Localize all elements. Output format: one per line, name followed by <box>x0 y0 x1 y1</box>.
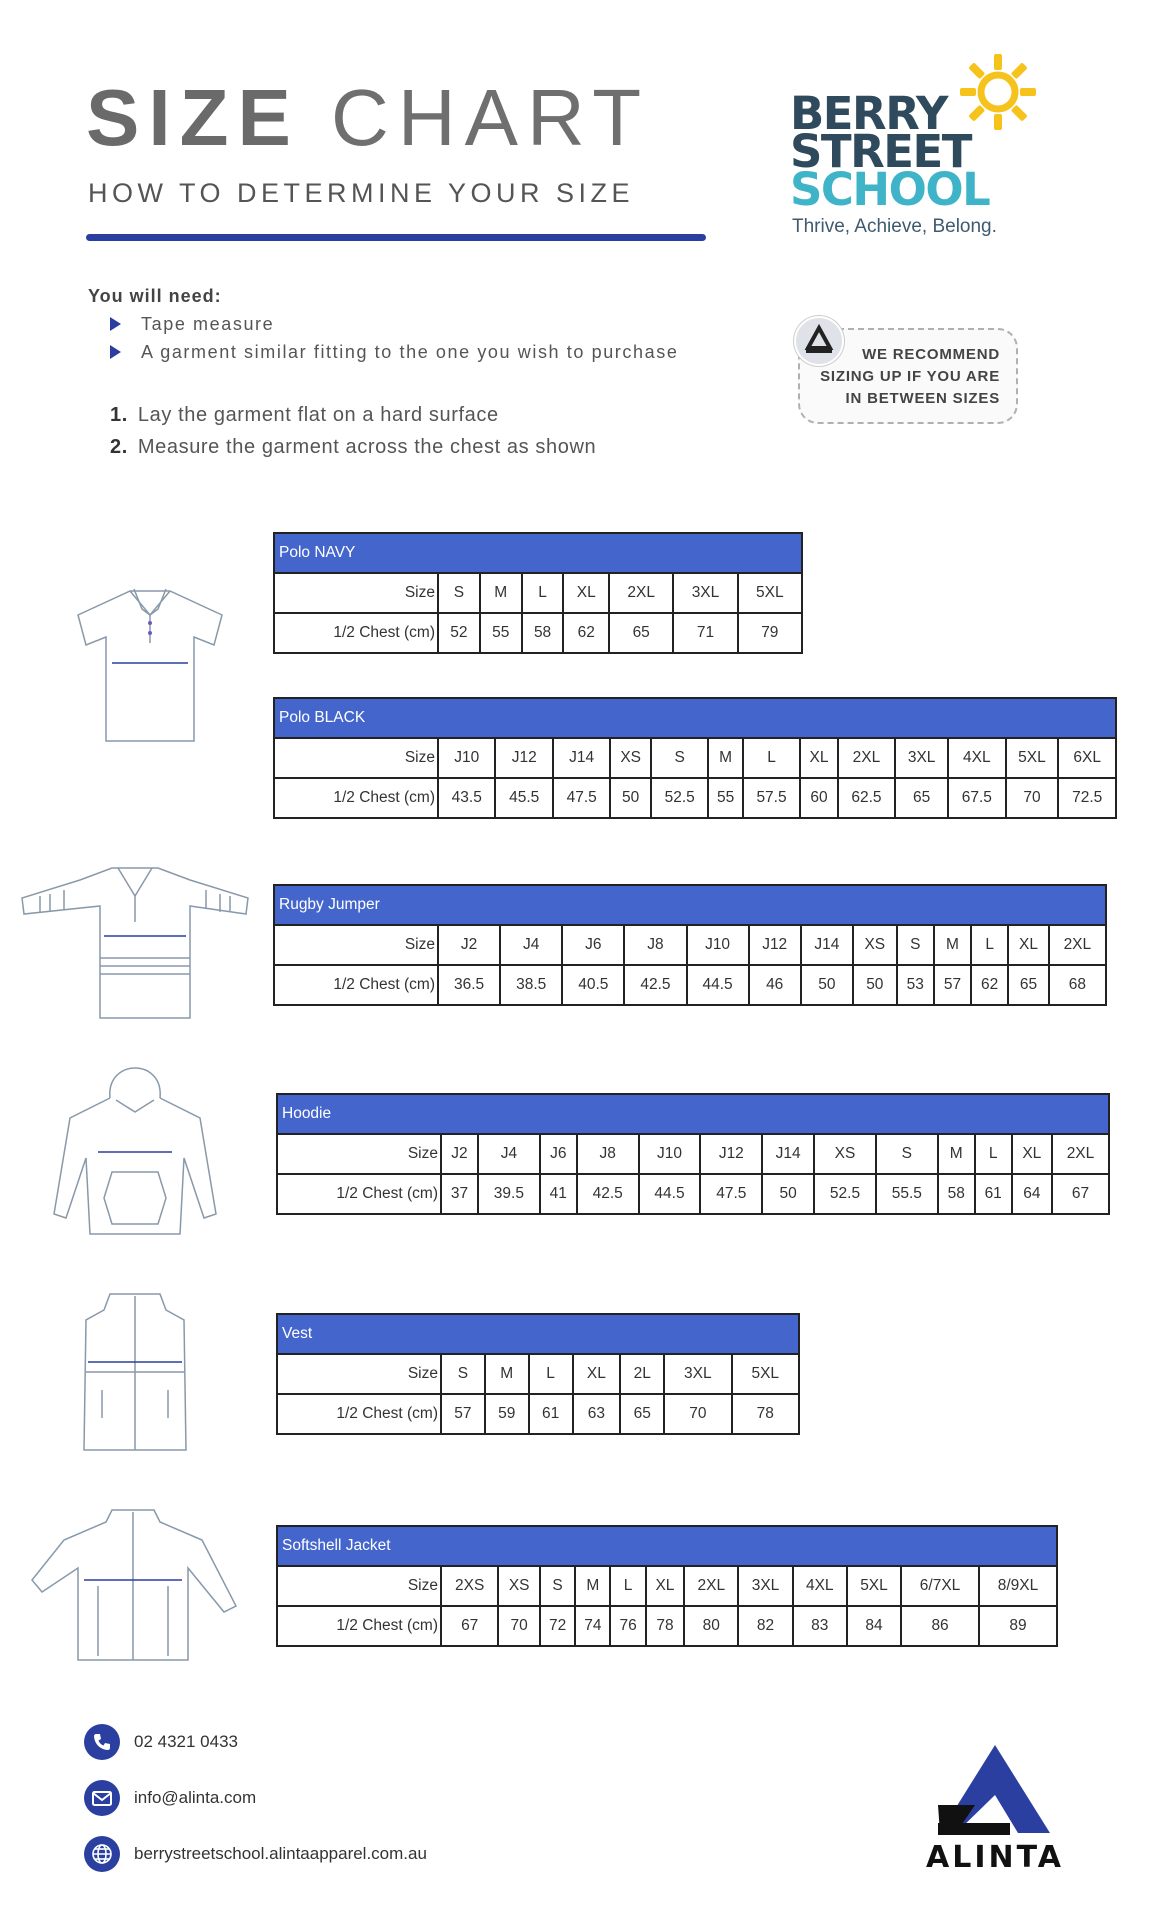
chest-cell: 62.5 <box>838 778 895 818</box>
chest-cell: 39.5 <box>478 1174 540 1214</box>
chest-cell: 76 <box>610 1606 645 1646</box>
table-title-row <box>277 1094 1109 1134</box>
size-row <box>277 1134 1109 1174</box>
size-row-label: Size <box>274 925 438 965</box>
recommend-badge <box>798 328 1018 424</box>
size-row-label: Size <box>277 1134 441 1174</box>
size-cell: 3XL <box>673 573 737 613</box>
size-cell: J4 <box>478 1134 540 1174</box>
chest-row <box>277 1394 799 1434</box>
table-title-row <box>274 533 802 573</box>
table-title-row <box>274 885 1106 925</box>
chest-cell: 50 <box>610 778 651 818</box>
size-row <box>277 1566 1057 1606</box>
chest-cell: 61 <box>975 1174 1012 1214</box>
needs-heading: You will need: <box>88 286 222 306</box>
size-table-hoodie <box>276 1093 1110 1215</box>
alinta-logo <box>900 1745 1090 1870</box>
size-cell: XL <box>1012 1134 1052 1174</box>
size-cell: 3XL <box>738 1566 792 1606</box>
chest-cell: 68 <box>1049 965 1106 1005</box>
chest-row-label: 1/2 Chest (cm) <box>277 1606 441 1646</box>
chest-cell: 60 <box>800 778 837 818</box>
chest-cell: 58 <box>522 613 564 653</box>
size-table-softshell-jacket <box>276 1525 1058 1647</box>
chest-cell: 67 <box>1052 1174 1109 1214</box>
size-cell: 2XS <box>441 1566 498 1606</box>
size-cell: XL <box>563 573 609 613</box>
size-cell: L <box>522 573 564 613</box>
rugby-jumper-icon <box>20 862 250 1022</box>
arrow-bullet-icon <box>110 345 121 359</box>
size-cell: J12 <box>700 1134 762 1174</box>
table-title: Softshell Jacket <box>277 1526 1057 1566</box>
size-cell: J10 <box>639 1134 701 1174</box>
chest-cell: 72 <box>540 1606 575 1646</box>
chest-cell: 47.5 <box>553 778 610 818</box>
chest-cell: 67.5 <box>948 778 1005 818</box>
size-cell: L <box>971 925 1008 965</box>
chest-row <box>274 965 1106 1005</box>
chest-cell: 65 <box>1008 965 1048 1005</box>
chest-cell: 42.5 <box>624 965 686 1005</box>
size-cell: M <box>575 1566 610 1606</box>
need-item: Tape measure <box>110 314 274 335</box>
size-cell: L <box>610 1566 645 1606</box>
polo-shirt-icon <box>72 585 228 745</box>
size-cell: XL <box>646 1566 684 1606</box>
size-row <box>277 1354 799 1394</box>
size-cell: S <box>651 738 708 778</box>
chest-cell: 82 <box>738 1606 792 1646</box>
table-title: Rugby Jumper <box>274 885 1106 925</box>
chest-cell: 45.5 <box>495 778 552 818</box>
chest-cell: 80 <box>684 1606 738 1646</box>
size-cell: XS <box>498 1566 540 1606</box>
logo-word-street: STREET <box>790 125 971 178</box>
size-cell: 6/7XL <box>901 1566 979 1606</box>
chest-cell: 83 <box>793 1606 847 1646</box>
size-cell: L <box>529 1354 573 1394</box>
chest-cell: 57 <box>441 1394 485 1434</box>
size-cell: M <box>934 925 971 965</box>
size-table-rugby-jumper <box>273 884 1107 1006</box>
size-cell: XS <box>853 925 897 965</box>
chest-cell: 84 <box>847 1606 901 1646</box>
chest-cell: 52.5 <box>814 1174 876 1214</box>
chest-cell: 42.5 <box>577 1174 639 1214</box>
chest-row-label: 1/2 Chest (cm) <box>274 778 438 818</box>
page-title: SIZE CHART <box>86 73 651 162</box>
size-cell: 6XL <box>1058 738 1116 778</box>
size-row <box>274 738 1116 778</box>
step-1: 1. Lay the garment flat on a hard surface <box>110 404 499 426</box>
table-title: Vest <box>277 1314 799 1354</box>
size-cell: 2XL <box>838 738 895 778</box>
size-cell: 2XL <box>684 1566 738 1606</box>
size-cell: J8 <box>624 925 686 965</box>
logo-word-school: SCHOOL <box>790 163 990 216</box>
page-subtitle: HOW TO DETERMINE YOUR SIZE <box>88 178 635 208</box>
size-cell: 4XL <box>948 738 1005 778</box>
size-cell: 8/9XL <box>979 1566 1057 1606</box>
size-cell: M <box>485 1354 529 1394</box>
logo-word-berry: BERRY <box>790 87 947 140</box>
size-cell: 5XL <box>1006 738 1059 778</box>
size-cell: 5XL <box>732 1354 799 1394</box>
size-cell: J2 <box>441 1134 478 1174</box>
chest-row <box>274 613 802 653</box>
vest-icon <box>80 1290 190 1456</box>
size-table-polo-navy <box>273 532 803 654</box>
size-cell: J14 <box>762 1134 814 1174</box>
size-row-label: Size <box>277 1354 441 1394</box>
chest-cell: 40.5 <box>562 965 624 1005</box>
size-cell: XL <box>573 1354 621 1394</box>
chest-cell: 65 <box>895 778 948 818</box>
chest-cell: 37 <box>441 1174 478 1214</box>
arrow-bullet-icon <box>110 317 121 331</box>
chest-cell: 50 <box>853 965 897 1005</box>
chest-cell: 46 <box>749 965 801 1005</box>
chest-cell: 55 <box>480 613 522 653</box>
size-cell: M <box>480 573 522 613</box>
badge-line: IN BETWEEN SIZES <box>845 390 1000 407</box>
size-cell: 5XL <box>847 1566 901 1606</box>
size-cell: J12 <box>495 738 552 778</box>
size-cell: 3XL <box>895 738 948 778</box>
logo-tagline: Thrive, Achieve, Belong. <box>792 216 997 237</box>
chest-cell: 62 <box>971 965 1008 1005</box>
table-title: Hoodie <box>277 1094 1109 1134</box>
table-title: Polo BLACK <box>274 698 1116 738</box>
chest-cell: 50 <box>762 1174 814 1214</box>
size-cell: J12 <box>749 925 801 965</box>
size-cell: S <box>438 573 480 613</box>
chest-row-label: 1/2 Chest (cm) <box>274 965 438 1005</box>
size-row <box>274 925 1106 965</box>
chest-cell: 78 <box>732 1394 799 1434</box>
contact-phone[interactable]: 02 4321 0433 <box>84 1724 238 1760</box>
chest-cell: 43.5 <box>438 778 495 818</box>
step-2: 2. Measure the garment across the chest as shown <box>110 436 597 458</box>
size-row <box>274 573 802 613</box>
mail-icon <box>84 1780 120 1816</box>
table-title-row <box>277 1526 1057 1566</box>
table-title-row <box>274 698 1116 738</box>
size-cell: L <box>743 738 800 778</box>
size-cell: 5XL <box>738 573 802 613</box>
globe-icon <box>84 1836 120 1872</box>
chest-row <box>277 1174 1109 1214</box>
chest-cell: 44.5 <box>687 965 749 1005</box>
sun-icon <box>958 52 1038 132</box>
size-cell: J2 <box>438 925 500 965</box>
chest-cell: 70 <box>498 1606 540 1646</box>
chest-cell: 65 <box>609 613 673 653</box>
size-cell: J8 <box>577 1134 639 1174</box>
chest-cell: 70 <box>664 1394 731 1434</box>
size-cell: XS <box>610 738 651 778</box>
chest-row-label: 1/2 Chest (cm) <box>277 1174 441 1214</box>
chest-cell: 64 <box>1012 1174 1052 1214</box>
chest-row-label: 1/2 Chest (cm) <box>277 1394 441 1434</box>
chest-cell: 65 <box>620 1394 664 1434</box>
size-cell: S <box>897 925 934 965</box>
size-cell: 2XL <box>1052 1134 1109 1174</box>
table-title: Polo NAVY <box>274 533 802 573</box>
chest-cell: 67 <box>441 1606 498 1646</box>
size-cell: J14 <box>801 925 853 965</box>
size-cell: L <box>975 1134 1012 1174</box>
contact-email[interactable]: info@alinta.com <box>84 1780 256 1816</box>
chest-cell: 61 <box>529 1394 573 1434</box>
chest-cell: 58 <box>938 1174 975 1214</box>
phone-icon <box>84 1724 120 1760</box>
chest-cell: 57.5 <box>743 778 800 818</box>
chest-row-label: 1/2 Chest (cm) <box>274 613 438 653</box>
chest-cell: 59 <box>485 1394 529 1434</box>
contact-website[interactable]: berrystreetschool.alintaapparel.com.au <box>84 1836 427 1872</box>
chest-cell: 52.5 <box>651 778 708 818</box>
chest-cell: 71 <box>673 613 737 653</box>
size-table-vest <box>276 1313 800 1435</box>
chest-cell: 36.5 <box>438 965 500 1005</box>
size-cell: J6 <box>540 1134 577 1174</box>
chest-cell: 63 <box>573 1394 621 1434</box>
chest-cell: 74 <box>575 1606 610 1646</box>
size-cell: 2XL <box>1049 925 1106 965</box>
size-cell: XS <box>814 1134 876 1174</box>
chest-cell: 47.5 <box>700 1174 762 1214</box>
size-cell: M <box>708 738 742 778</box>
hoodie-icon <box>50 1048 220 1238</box>
alinta-wordmark: ALINTA <box>926 1840 1064 1870</box>
softshell-jacket-icon <box>28 1506 238 1664</box>
chest-cell: 57 <box>934 965 971 1005</box>
berry-street-school-logo <box>790 52 1060 242</box>
size-cell: J10 <box>687 925 749 965</box>
badge-line: SIZING UP IF YOU ARE <box>820 368 1000 385</box>
size-cell: S <box>540 1566 575 1606</box>
chest-cell: 38.5 <box>500 965 562 1005</box>
chest-cell: 53 <box>897 965 934 1005</box>
size-cell: S <box>876 1134 938 1174</box>
chest-cell: 86 <box>901 1606 979 1646</box>
chest-cell: 79 <box>738 613 802 653</box>
chest-cell: 52 <box>438 613 480 653</box>
size-cell: 3XL <box>664 1354 731 1394</box>
chest-row <box>277 1606 1057 1646</box>
chest-cell: 50 <box>801 965 853 1005</box>
size-cell: J6 <box>562 925 624 965</box>
size-row-label: Size <box>277 1566 441 1606</box>
size-cell: 2XL <box>609 573 673 613</box>
chest-row <box>274 778 1116 818</box>
chest-cell: 62 <box>563 613 609 653</box>
chest-cell: 78 <box>646 1606 684 1646</box>
size-cell: M <box>938 1134 975 1174</box>
size-cell: XL <box>1008 925 1048 965</box>
chest-cell: 41 <box>540 1174 577 1214</box>
badge-line: WE RECOMMEND <box>862 346 1000 363</box>
size-row-label: Size <box>274 738 438 778</box>
size-cell: 4XL <box>793 1566 847 1606</box>
chest-cell: 89 <box>979 1606 1057 1646</box>
chest-cell: 70 <box>1006 778 1059 818</box>
size-cell: XL <box>800 738 837 778</box>
chest-cell: 55 <box>708 778 742 818</box>
size-cell: J4 <box>500 925 562 965</box>
need-item: A garment similar fitting to the one you wish to purchase <box>110 342 678 363</box>
table-title-row <box>277 1314 799 1354</box>
size-table-polo-black <box>273 697 1117 819</box>
size-cell: J10 <box>438 738 495 778</box>
title-underline <box>86 234 706 241</box>
size-cell: S <box>441 1354 485 1394</box>
chest-cell: 72.5 <box>1058 778 1116 818</box>
chest-cell: 55.5 <box>876 1174 938 1214</box>
chest-cell: 44.5 <box>639 1174 701 1214</box>
size-row-label: Size <box>274 573 438 613</box>
size-cell: J14 <box>553 738 610 778</box>
size-cell: 2L <box>620 1354 664 1394</box>
